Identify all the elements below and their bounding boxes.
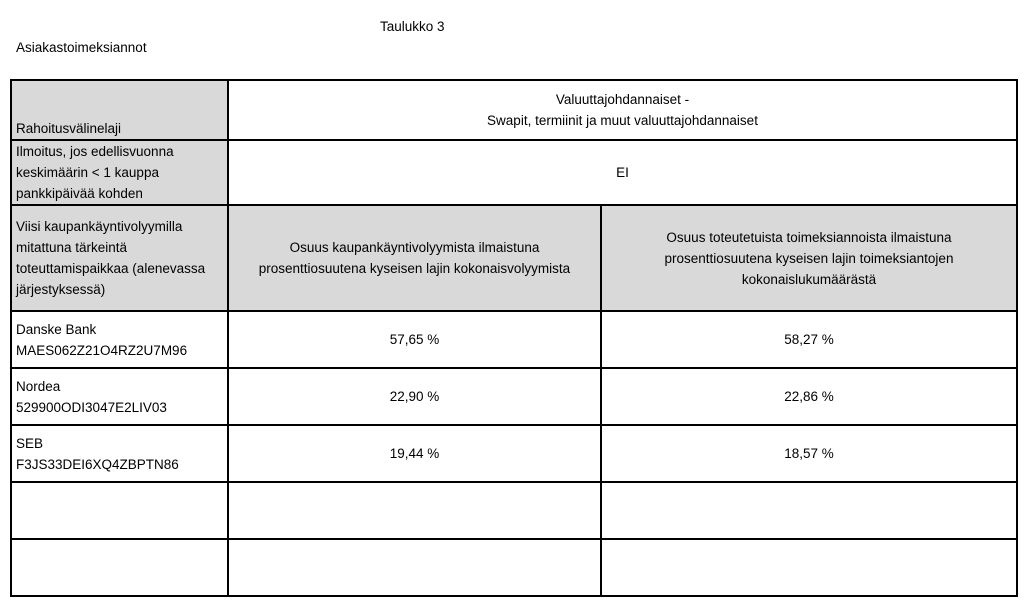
- empty-cell: [11, 539, 228, 596]
- order-share-value: 18,57 %: [784, 446, 834, 461]
- notification-value: EI: [616, 165, 629, 180]
- volume-share-cell: [228, 368, 601, 425]
- order-share-header-cell: [601, 205, 1017, 311]
- venue-cell: [11, 425, 228, 482]
- venue-lei: MAES062Z21O4RZ2U7M96: [16, 342, 188, 358]
- notification-value-cell: [228, 140, 1017, 205]
- table-title: Taulukko 3: [380, 19, 445, 34]
- volume-share-value: 22,90 %: [389, 389, 440, 404]
- empty-cell: [11, 482, 228, 539]
- notification-label-line2: keskimäärin < 1 kauppa: [16, 165, 159, 180]
- venues-header-line4: järjestyksessä): [16, 282, 106, 297]
- notification-label-line3: pankkipäivää kohden: [16, 186, 143, 201]
- empty-table-row: [11, 539, 1017, 596]
- volume-share-header-cell: [228, 205, 601, 311]
- empty-cell: [601, 482, 1017, 539]
- execution-venues-table: [10, 79, 1018, 597]
- volume-share-value: 57,65 %: [389, 332, 440, 347]
- venue-name: SEB: [16, 435, 44, 451]
- venue-lei: F3JS33DEI6XQ4ZBPTN86: [16, 456, 179, 472]
- venues-header-cell: [11, 205, 228, 311]
- table-row: [11, 425, 1017, 482]
- order-share-header-line3: kokonaislukumäärästä: [741, 271, 877, 287]
- notification-label-cell: [11, 140, 228, 205]
- table-row: [11, 368, 1017, 425]
- notification-row: [11, 140, 1017, 205]
- column-header-row: [11, 205, 1017, 311]
- instrument-class-value-line2: Swapit, termiinit ja muut valuuttajohdannaiset: [487, 113, 758, 128]
- venues-header-line1: Viisi kaupankäyntivolyymilla: [16, 219, 183, 234]
- volume-share-cell: [228, 311, 601, 368]
- instrument-class-label-cell: [11, 80, 228, 140]
- venue-cell: [11, 311, 228, 368]
- instrument-class-value-line1: Valuuttajohdannaiset -: [555, 92, 690, 107]
- notification-label-line1: Ilmoitus, jos edellisvuonna: [16, 144, 174, 159]
- instrument-class-value-cell: [228, 80, 1017, 140]
- order-share-value: 22,86 %: [784, 389, 834, 404]
- empty-cell: [228, 539, 601, 596]
- venue-cell: [11, 368, 228, 425]
- document-subtitle: Asiakastoimeksiannot: [16, 40, 147, 55]
- table-row: [11, 311, 1017, 368]
- empty-cell: [601, 539, 1017, 596]
- empty-table-row: [11, 482, 1017, 539]
- venues-header-line2: mitattuna tärkeintä: [16, 240, 128, 255]
- venue-name: Danske Bank: [16, 321, 97, 337]
- order-share-header-line2: prosenttiosuutena kyseisen lajin toimeksiantojen: [664, 250, 954, 266]
- order-share-header-line1: Osuus toteutetuista toimeksiannoista ilmaistuna: [666, 229, 952, 245]
- venues-header-line3: toteuttamispaikkaa (alenevassa: [16, 261, 206, 276]
- order-share-value: 58,27 %: [784, 332, 834, 347]
- instrument-class-row: [11, 80, 1017, 140]
- volume-share-value: 19,44 %: [389, 446, 440, 461]
- volume-share-header-line2: prosenttiosuutena kyseisen lajin kokonaisvolyymista: [258, 261, 571, 276]
- venue-name: Nordea: [16, 378, 61, 394]
- venue-lei: 529900ODI3047E2LIV03: [16, 399, 167, 415]
- order-share-cell: [601, 425, 1017, 482]
- volume-share-cell: [228, 425, 601, 482]
- instrument-class-label: Rahoitusvälinelaji: [16, 121, 122, 136]
- order-share-cell: [601, 368, 1017, 425]
- volume-share-header-line1: Osuus kaupankäyntivolyymista ilmaistuna: [289, 240, 540, 255]
- order-share-cell: [601, 311, 1017, 368]
- empty-cell: [228, 482, 601, 539]
